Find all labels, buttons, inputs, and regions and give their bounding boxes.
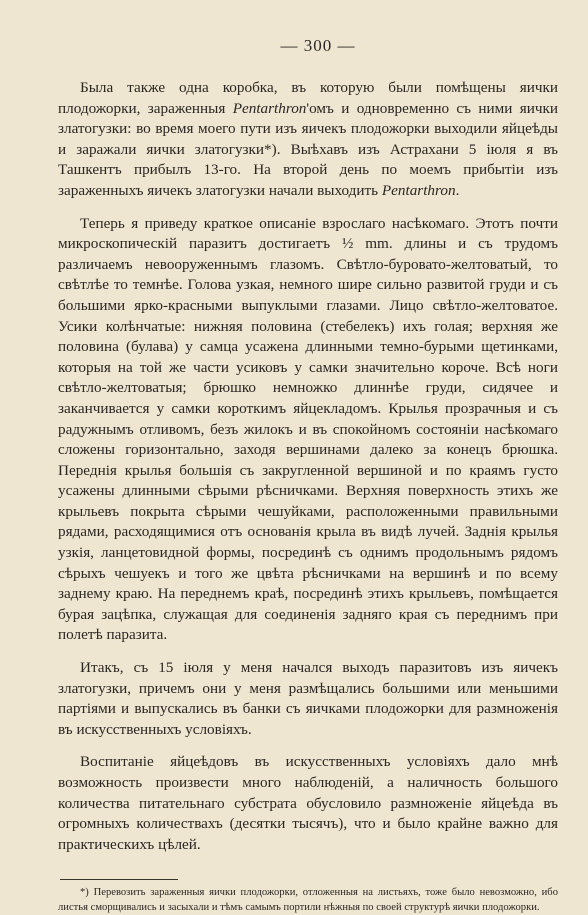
text-segment: Была также одна коробка, въ которую были помѣщены яички плодожорки, зараженныя: [58, 79, 558, 117]
text-segment: .: [455, 181, 460, 199]
page-number: — 300 —: [280, 36, 356, 55]
paragraph: [58, 658, 558, 740]
paragraph: [58, 752, 558, 855]
text-segment: Итакъ, съ 15 іюля у меня начался выходъ паразитовъ изъ яичекъ златогузки, причемъ они у меня размѣщались большими или меньшими партіями и выпускались въ банки съ яичками плодожорки для размноженія въ искусственныхъ условіяхъ.: [58, 659, 558, 738]
paragraph: [58, 78, 558, 202]
italic-genus-name: Pentarthron: [381, 181, 456, 199]
italic-genus-name: Pentarthron: [232, 99, 307, 117]
text-segment: 'омъ и одновременно съ ними яички златогузки: во время моего пути изъ яичекъ плодожорки выходили яйцеѣды и заражали яички златогузки*). Выѣхавъ изъ Астрахани 5 іюля я въ Ташкентъ прибылъ 13-го. На второй день по моемъ прибытіи изъ зараженныхъ яичекъ златогузки начали выходить: [58, 99, 558, 199]
text-segment: Воспитаніе яйцеѣдовъ въ искусственныхъ условіяхъ дало мнѣ возможность произвести много наблюденій, а наличность большого количества питательнаго субстрата обусловило размноженіе яйцеѣда въ огромныхъ количествахъ (десятки тысячъ), что и было крайне важно для практическихъ цѣлей.: [58, 753, 558, 853]
footnote-divider: [60, 879, 178, 880]
paragraph: [58, 214, 558, 646]
body-text: [58, 78, 558, 855]
footnote: *) Перевозить зараженныя яички плодожорки, отложенныя на листьяхъ, тоже было невозможно, ибо листья сморщивались и засыхали и тѣмъ самымъ портили нѣжныя по своей структурѣ яички плодожорки.: [58, 887, 558, 913]
text-segment: Теперь я приведу краткое описаніе взрослаго насѣкомаго. Этотъ почти микроскопическій паразитъ достигаетъ ½ mm. длины и съ трудомъ различаемъ невооруженнымъ глазомъ. Свѣтло-буровато-желтоватый, то свѣтлѣе то темнѣе. Голова узкая, немного шире сильно развитой груди и съ большими ярко-красными выпуклыми глазами. Лицо свѣтло-желтоватое. Усики колѣнчатые: нижняя половина (стебелекъ) ихъ голая; верхняя же половина (булава) у самца усажена длинными темно-бурыми щетинками, которыя на той же части усиковъ у самки значительно короче. Всѣ ноги свѣтло-желтоватыя; брюшко немножко длиннѣе груди, сидячее и заканчивается у самки короткимъ яйцекладомъ. Крылья прозрачныя и съ радужнымъ отливомъ, безъ жилокъ и въ спокойномъ состояніи насѣкомаго сложены горизонтально, заходя вершинами далеко за конецъ брюшка. Переднія крылья большія съ закругленной вершиной и по краямъ густо усажены длинными сѣрыми рѣсничками. Верхняя поверхность этихъ же крыльевъ покрыта сѣрыми чешуйками, расположенными правильными рядами, расходящимися отъ основанія крыла въ видѣ лучей. Заднія крылья узкія, ланцетовидной формы, посрединѣ съ однимъ продольнымъ рядомъ сѣрыхъ чешуекъ и того же цвѣта рѣсничками на вершинѣ и по всему заднему краю. На переднемъ краѣ, посрединѣ этихъ крыльевъ, помѣщается бурая зацѣпка, служащая для соединенія задняго края съ переднимъ при полетѣ паразита.: [58, 214, 558, 644]
